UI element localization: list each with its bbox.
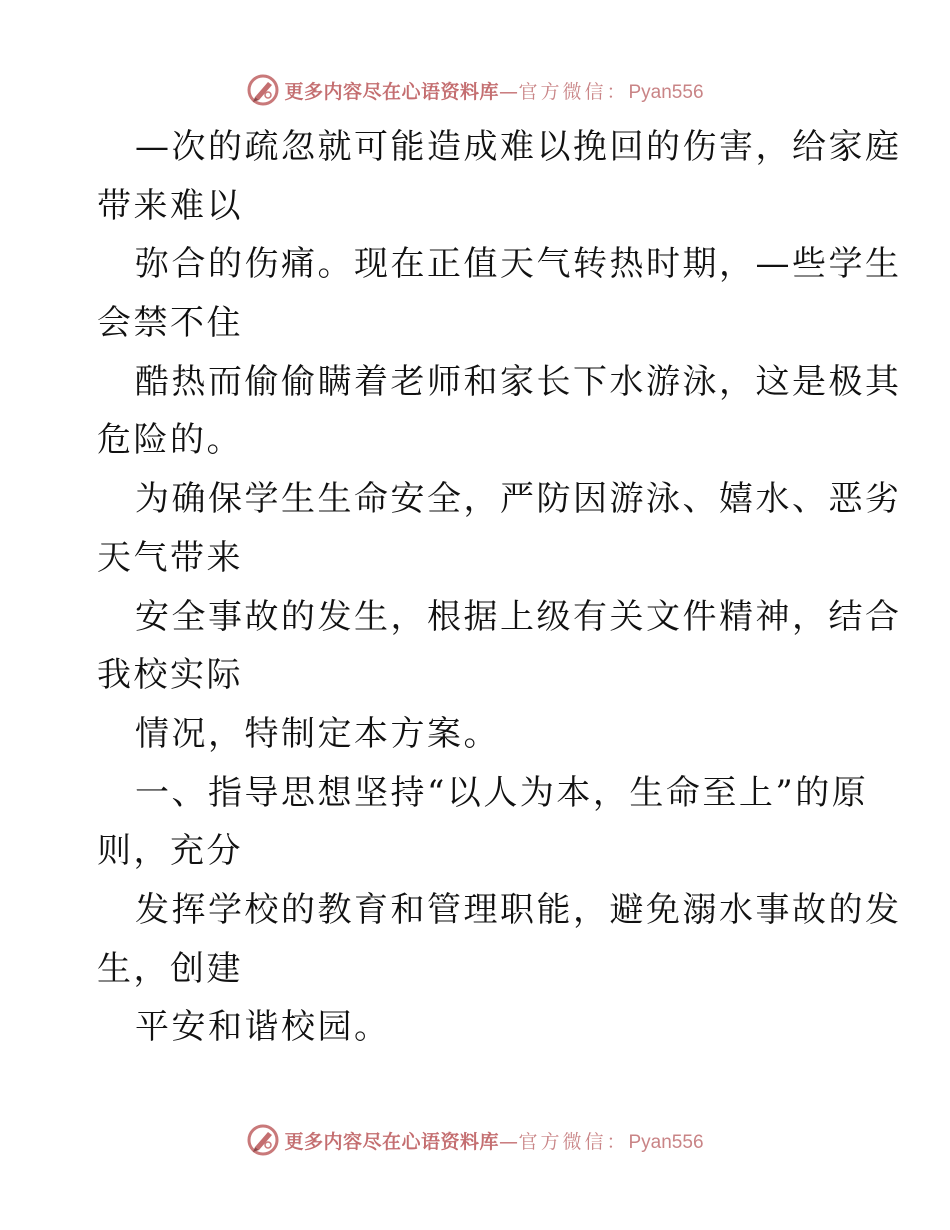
banner-site-name: 更多内容尽在心语资料库 — [284, 1130, 499, 1153]
text-line: 酷热而偷偷瞒着老师和家长下水游泳，这是极其 — [135, 361, 902, 402]
banner-dash: — — [498, 1130, 519, 1153]
text-line: 则，充分 — [97, 831, 243, 872]
text-line: 为确保学生生命安全，严防因游泳、嬉水、恶劣 — [135, 479, 902, 520]
text-line: 弥合的伤痛。现在正值天气转热时期，—些学生 — [135, 244, 902, 285]
text-line: 生，创建 — [97, 948, 243, 989]
banner-site-name: 更多内容尽在心语资料库 — [284, 80, 499, 103]
text-line: 发挥学校的教育和管理职能，避免溺水事故的发 — [135, 889, 902, 930]
text-line: 平安和谐校园。 — [135, 1007, 391, 1048]
text-line: 一、指导思想坚持“以人为本，生命至上”的原 — [135, 772, 869, 813]
footer-banner-text — [284, 1127, 703, 1154]
pen-logo-icon — [246, 73, 280, 107]
header-banner-text — [284, 77, 703, 104]
text-line: 带来难以 — [97, 185, 243, 226]
text-line: 我校实际 — [97, 655, 243, 696]
text-line: 危险的。 — [97, 420, 243, 461]
banner-wechat-id: Pyan556 — [628, 81, 704, 103]
text-line: 会禁不住 — [97, 303, 243, 344]
text-line: 情况，特制定本方案。 — [135, 713, 500, 754]
banner-wechat-id: Pyan556 — [628, 1131, 704, 1153]
banner-wechat-label: 官方微信： — [518, 1130, 629, 1153]
banner-wechat-label: 官方微信： — [518, 80, 629, 103]
text-line: 安全事故的发生，根据上级有关文件精神，结合 — [135, 596, 902, 637]
footer-banner — [0, 1120, 950, 1160]
header-banner — [0, 70, 950, 110]
text-line: 天气带来 — [97, 537, 243, 578]
banner-dash: — — [498, 80, 519, 103]
document-body — [97, 118, 902, 1057]
pen-logo-icon — [246, 1123, 280, 1157]
text-line: —次的疏忽就可能造成难以挽回的伤害，给家庭 — [135, 127, 902, 167]
